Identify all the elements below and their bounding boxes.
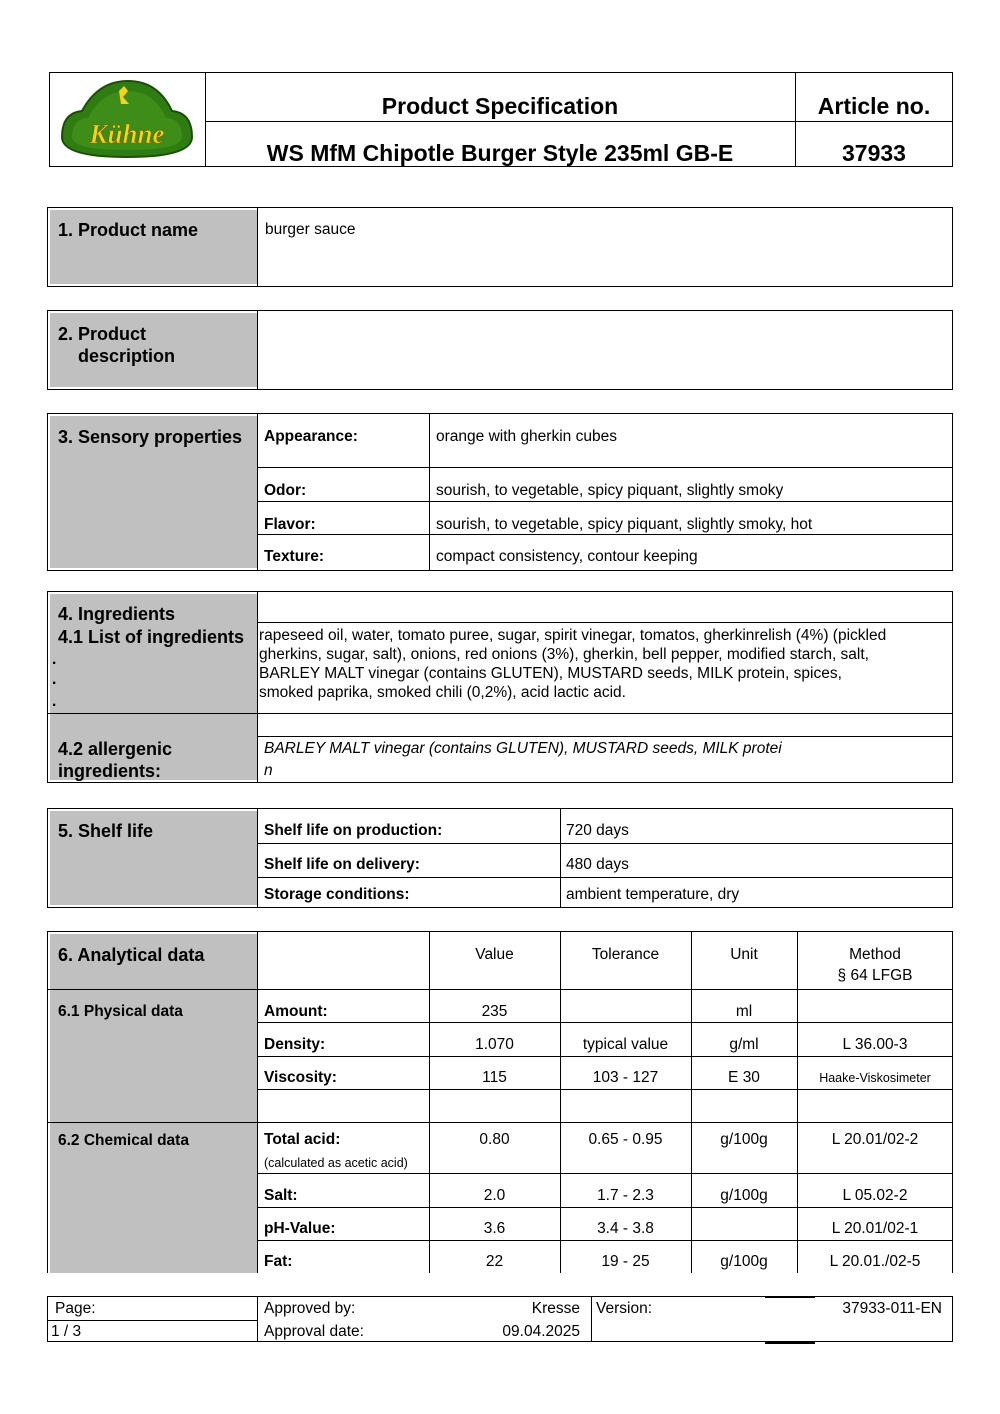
- ingredients-list-label: 4.1 List of ingredients: [58, 627, 245, 647]
- analytical-value: 235: [481, 1003, 508, 1020]
- col-unit-header: Unit: [730, 946, 758, 963]
- ingredients-line: gherkins, sugar, salt), onions, red onions (3%), gherkin, bell pepper, modified starch, salt,: [259, 646, 869, 663]
- col-tolerance-header: Tolerance: [591, 946, 660, 963]
- footer-date-label: Approval date:: [264, 1323, 364, 1340]
- allergen-label-2: ingredients:: [58, 761, 162, 781]
- sensory-key: Odor:: [264, 482, 307, 499]
- col-value-header: Value: [475, 946, 514, 963]
- ingredients-line: rapeseed oil, water, tomato puree, sugar, spirit vinegar, tomatos, gherkinrelish (4%) (pickled: [259, 627, 887, 644]
- footer-page-label: Page:: [55, 1300, 96, 1317]
- ingredients-dot: .: [52, 651, 57, 668]
- analytical-method: L 20.01/02-2: [831, 1131, 919, 1148]
- footer-approved-label: Approved by:: [264, 1300, 356, 1317]
- sensory-value: sourish, to vegetable, spicy piquant, slightly smoky, hot: [436, 516, 813, 533]
- analytical-method: Haake-Viskosimeter: [819, 1071, 931, 1085]
- analytical-value: 115: [482, 1069, 507, 1086]
- analytical-unit: E 30: [728, 1069, 760, 1086]
- analytical-label: 6. Analytical data: [58, 945, 205, 965]
- analytical-value: 3.6: [483, 1220, 506, 1237]
- shelf-life-key: Storage conditions:: [264, 886, 410, 903]
- product-description-label: 2. Product: [58, 324, 147, 344]
- analytical-key: pH-Value:: [264, 1220, 336, 1237]
- analytical-value: 2.0: [483, 1187, 506, 1204]
- sensory-key: Texture:: [264, 548, 325, 565]
- analytical-key: Total acid:: [264, 1131, 341, 1148]
- ingredients-line: BARLEY MALT vinegar (contains GLUTEN), MUSTARD seeds, MILK protein, spices,: [259, 665, 842, 682]
- analytical-value: 0.80: [479, 1131, 510, 1148]
- analytical-value: 1.070: [475, 1036, 514, 1053]
- product-name-value: burger sauce: [265, 221, 356, 238]
- footer-version-label: Version:: [596, 1300, 653, 1317]
- analytical-unit: g/100g: [720, 1187, 768, 1204]
- analytical-method: L 20.01/02-1: [831, 1220, 919, 1237]
- allergen-label: 4.2 allergenic: [58, 739, 173, 759]
- col-method-header-2: § 64 LFGB: [837, 967, 913, 984]
- analytical-tolerance: 3.4 - 3.8: [597, 1220, 654, 1237]
- analytical-method: L 36.00-3: [842, 1036, 908, 1053]
- shelf-life-key: Shelf life on production:: [264, 822, 443, 839]
- analytical-key-note: (calculated as acetic acid): [264, 1156, 408, 1170]
- allergen-value: BARLEY MALT vinegar (contains GLUTEN), MUSTARD seeds, MILK protei: [264, 740, 782, 757]
- logo-icon: [58, 77, 196, 161]
- sensory-key: Appearance:: [264, 428, 358, 445]
- analytical-tolerance: 103 - 127: [592, 1069, 659, 1086]
- analytical-tolerance: 0.65 - 0.95: [588, 1131, 663, 1148]
- physical-data-label: 6.1 Physical data: [58, 1003, 183, 1020]
- ingredients-label: 4. Ingredients: [58, 604, 176, 624]
- analytical-key: Amount:: [264, 1003, 328, 1020]
- analytical-key: Viscosity:: [264, 1069, 337, 1086]
- footer-version-value: 37933-011-EN: [842, 1300, 942, 1317]
- ingredients-dot: .: [52, 693, 57, 710]
- footer-approved-value: Kresse: [531, 1300, 580, 1317]
- analytical-method: L 20.01./02-5: [829, 1253, 921, 1270]
- sensory-label: 3. Sensory properties: [58, 427, 243, 447]
- sensory-key: Flavor:: [264, 516, 316, 533]
- analytical-key: Density:: [264, 1036, 326, 1053]
- analytical-unit: g/ml: [729, 1036, 759, 1053]
- logo-text: Kühne: [89, 119, 165, 149]
- product-description-label-2: description: [78, 346, 176, 366]
- shelf-life-key: Shelf life on delivery:: [264, 856, 420, 873]
- product-name-label: 1. Product name: [58, 220, 199, 240]
- analytical-tolerance: 19 - 25: [601, 1253, 650, 1270]
- product-title: WS MfM Chipotle Burger Style 235ml GB-E: [266, 140, 734, 166]
- article-number: 37933: [842, 140, 906, 166]
- analytical-unit: ml: [735, 1003, 753, 1020]
- ingredients-line: smoked paprika, smoked chili (0,2%), acid lactic acid.: [259, 684, 626, 701]
- shelf-life-value: ambient temperature, dry: [566, 886, 740, 903]
- allergen-value-2: n: [264, 762, 273, 779]
- analytical-tolerance: typical value: [582, 1036, 669, 1053]
- article-label: Article no.: [817, 93, 931, 119]
- footer-date-value: 09.04.2025: [502, 1323, 580, 1340]
- sensory-value: compact consistency, contour keeping: [436, 548, 698, 565]
- shelf-life-value: 720 days: [566, 822, 629, 839]
- chemical-data-label: 6.2 Chemical data: [58, 1132, 189, 1149]
- analytical-key: Fat:: [264, 1253, 293, 1270]
- analytical-unit: g/100g: [720, 1131, 768, 1148]
- shelf-life-label: 5. Shelf life: [58, 821, 154, 841]
- shelf-life-value: 480 days: [566, 856, 629, 873]
- sensory-value: orange with gherkin cubes: [436, 428, 617, 445]
- document-title: Product Specification: [381, 93, 619, 119]
- analytical-value: 22: [485, 1253, 504, 1270]
- ingredients-dot: .: [52, 671, 57, 688]
- analytical-key: Salt:: [264, 1187, 298, 1204]
- analytical-unit: g/100g: [720, 1253, 768, 1270]
- kuehne-logo: [58, 77, 196, 161]
- footer-page-value: 1 / 3: [51, 1323, 82, 1340]
- col-method-header: Method: [849, 946, 901, 963]
- analytical-method: L 05.02-2: [842, 1187, 908, 1204]
- sensory-value: sourish, to vegetable, spicy piquant, slightly smoky: [436, 482, 784, 499]
- analytical-tolerance: 1.7 - 2.3: [597, 1187, 654, 1204]
